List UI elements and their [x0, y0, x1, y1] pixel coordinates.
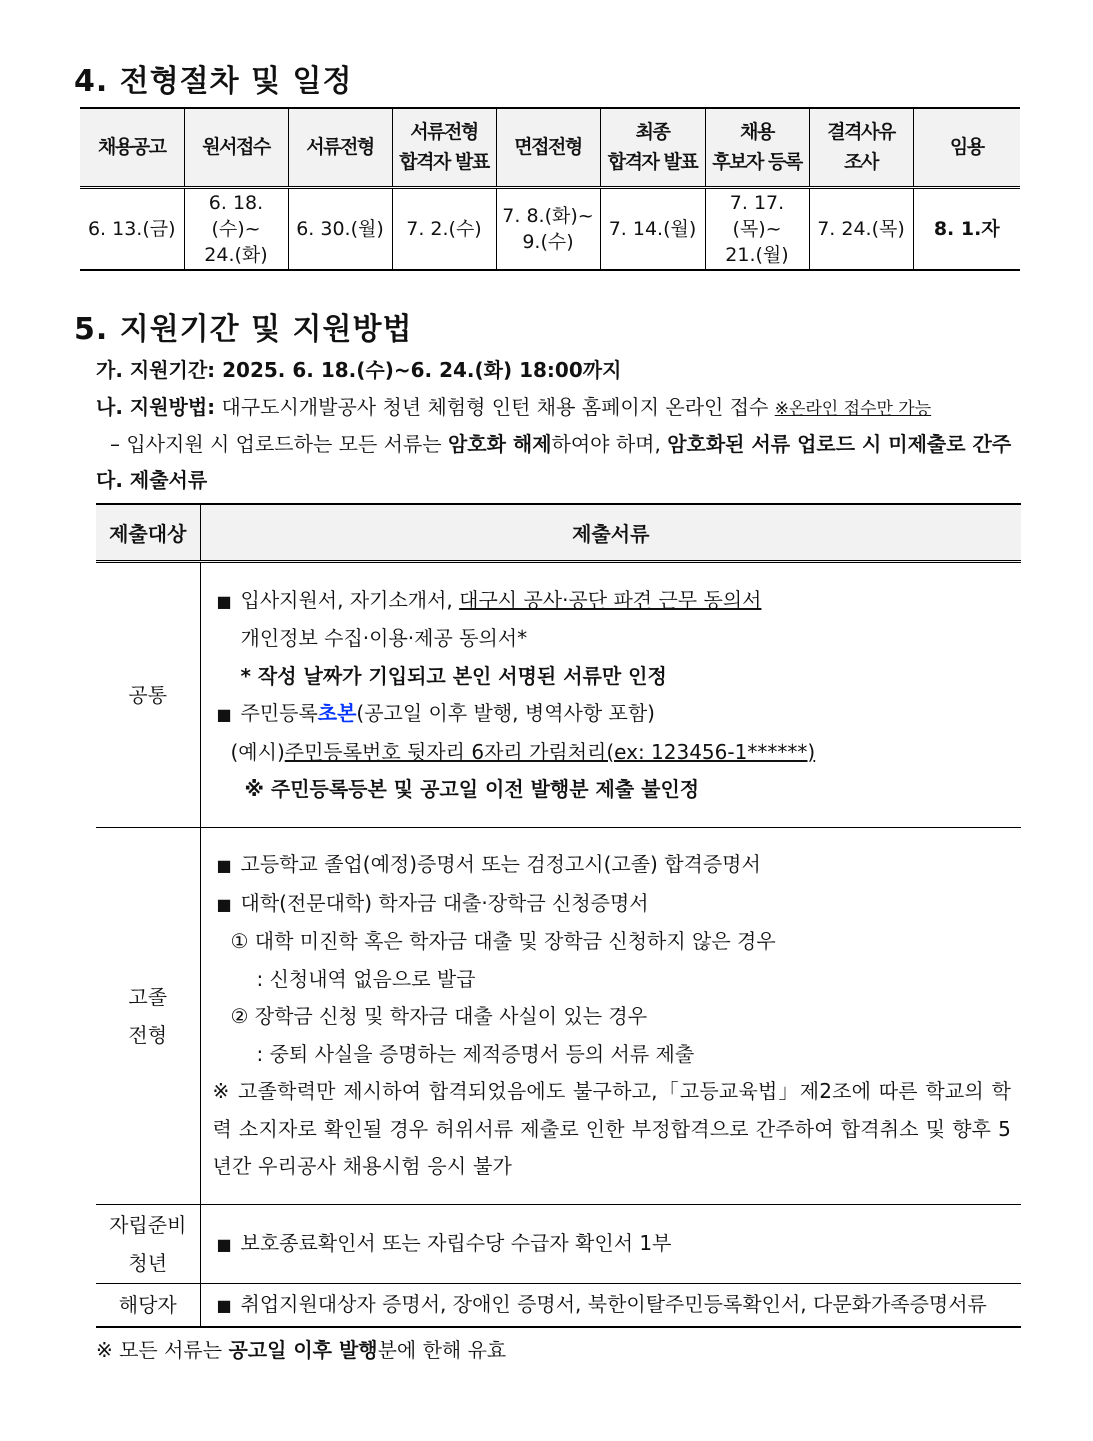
category-applicable: 해당자	[96, 1284, 200, 1327]
footer-b: 공고일 이후 발행	[228, 1338, 378, 1362]
common-line5b: 주민등록번호 뒷자리 6자리 가림처리(ex: 123456-1******)	[284, 739, 816, 764]
common-line1b: 대구시 공사·공단 파견 근무 동의서	[459, 587, 762, 612]
bullet-icon: ■	[216, 894, 232, 914]
highschool-docs	[200, 828, 1021, 1205]
schedule-header-text: 조사	[844, 151, 878, 174]
schedule-header-text: 면접전형	[514, 136, 582, 159]
schedule-header-0	[80, 108, 184, 187]
footer-c: 분에 한해 유효	[377, 1338, 507, 1362]
schedule-date-text: 6. 13.(금)	[87, 217, 176, 240]
schedule-date-4	[496, 187, 600, 270]
row-common	[96, 562, 1021, 828]
schedule-header-text: 서류전형	[306, 136, 374, 159]
schedule-date-text: 8. 1.자	[933, 217, 1000, 240]
schedule-header-text: 원서접수	[202, 136, 270, 159]
schedule-header-6	[705, 108, 809, 187]
schedule-date-7	[809, 187, 913, 270]
header-target: 제출대상	[96, 504, 200, 562]
ind-label1: 자립준비	[109, 1213, 187, 1237]
schedule-header-text: 후보자 등록	[712, 151, 802, 174]
documents-table	[96, 503, 1021, 1328]
common-line4c: (공고일 이후 발행, 병역사항 포함)	[356, 701, 655, 725]
independent-docs	[200, 1205, 1021, 1284]
schedule-date-0	[80, 187, 184, 270]
schedule-header-text: 최종	[635, 121, 670, 144]
schedule-header-4	[496, 108, 600, 187]
schedule-date-text: 6. 18.(수)~	[208, 191, 264, 240]
bullet-icon: ■	[216, 1234, 232, 1254]
common-line4b: 초본	[317, 701, 357, 725]
schedule-header-text: 결격사유	[827, 121, 895, 144]
schedule-header-text: 채용	[740, 121, 774, 144]
row-independent	[96, 1205, 1021, 1284]
schedule-date-1	[184, 187, 288, 270]
schedule-date-2	[288, 187, 392, 270]
category-independent	[96, 1205, 200, 1284]
upload-warning: 암호화된 서류 업로드 시 미제출로 간주	[667, 432, 1012, 456]
applicable-docs	[200, 1284, 1021, 1327]
hs-line2: 대학(전문대학) 학자금 대출·장학금 신청증명서	[240, 890, 649, 915]
row-highschool	[96, 828, 1021, 1205]
schedule-header-8	[913, 108, 1020, 187]
common-line6: ※ 주민등록등본 및 공고일 이전 발행분 제출 불인정	[244, 777, 700, 801]
schedule-date-text: 7. 8.(화)~	[502, 204, 594, 227]
schedule-date-text: 7. 17.(목)~	[729, 191, 785, 240]
header-documents: 제출서류	[200, 504, 1021, 562]
schedule-table	[80, 107, 1020, 271]
category-common: 공통	[96, 562, 200, 828]
schedule-header-text: 임용	[949, 136, 984, 159]
hs-line1: 고등학교 졸업(예정)증명서 또는 검정고시(고졸) 합격증명서	[240, 852, 761, 877]
method-text: 대구도시개발공사 청년 체험형 인턴 채용 홈페이지 온라인 접수	[215, 395, 775, 419]
application-method	[96, 391, 931, 420]
bullet-icon: ■	[216, 591, 232, 611]
schedule-date-row	[80, 187, 1020, 270]
category-highschool	[96, 828, 200, 1205]
schedule-header-text: 합격자 발표	[399, 151, 489, 174]
ind-label2: 청년	[128, 1251, 168, 1275]
hs-label1: 고졸	[128, 985, 168, 1009]
hs-line6: : 중퇴 사실을 증명하는 제적증명서 등의 서류 제출	[256, 1041, 695, 1066]
common-line1a: 입사지원서, 자기소개서,	[240, 587, 460, 612]
method-note: ※온라인 접수만 가능	[774, 399, 932, 419]
upload-mid: 하여야 하며,	[551, 432, 668, 456]
schedule-date-6	[705, 187, 809, 270]
schedule-date-text: 21.(월)	[725, 243, 789, 266]
schedule-header-text: 합격자 발표	[607, 151, 698, 174]
app-line1: 취업지원대상자 증명서, 장애인 증명서, 북한이탈주민등록확인서, 다문화가족증명서류	[240, 1291, 987, 1316]
schedule-date-8	[913, 187, 1020, 270]
schedule-date-3	[392, 187, 496, 270]
documents-subtitle: 다. 제출서류	[96, 468, 208, 492]
schedule-date-text: 7. 14.(월)	[608, 217, 697, 240]
schedule-date-text: 24.(화)	[204, 243, 268, 266]
bullet-icon: ■	[216, 856, 232, 876]
upload-prefix: – 입사지원 시 업로드하는 모든 서류는	[110, 432, 448, 456]
upload-notice	[110, 428, 1011, 457]
ind-line1: 보호종료확인서 또는 자립수당 수급자 확인서 1부	[240, 1230, 672, 1255]
bullet-icon: ■	[216, 705, 232, 724]
schedule-header-text: 서류전형	[410, 121, 478, 144]
common-docs	[200, 562, 1021, 828]
schedule-header-7	[809, 108, 913, 187]
schedule-header-2	[288, 108, 392, 187]
schedule-date-text: 9.(수)	[522, 230, 574, 253]
row-applicable	[96, 1284, 1021, 1327]
method-label: 나. 지원방법:	[96, 395, 216, 419]
hs-label2: 전형	[128, 1023, 168, 1047]
common-line2: 개인정보 수집·이용·제공 동의서*	[240, 626, 528, 650]
application-period: 가. 지원기간: 2025. 6. 18.(수)~6. 24.(화) 18:00까지	[96, 358, 622, 382]
schedule-header-3	[392, 108, 496, 187]
schedule-header-1	[184, 108, 288, 187]
schedule-date-5	[600, 187, 705, 270]
schedule-header-row	[80, 108, 1020, 187]
section-5-title: 5. 지원기간 및 지원방법	[74, 312, 413, 347]
schedule-header-text: 채용공고	[98, 136, 166, 159]
hs-line4: : 신청내역 없음으로 발급	[256, 966, 476, 991]
common-line4a: 주민등록	[240, 701, 318, 725]
hs-line3: ① 대학 미진학 혹은 학자금 대출 및 장학금 신청하지 않은 경우	[230, 929, 776, 954]
common-line5a: (예시)	[230, 739, 285, 764]
hs-note: ※ 고졸학력만 제시하여 합격되었음에도 불구하고,「고등교육법」제2조에 따른 학교의 학력 소지자로 확인될 경우 허위서류 제출로 인한 부정합격으로 간주하여 합격취소 및 향후 5년간 우리공사 채용시험 응시 불가	[212, 1079, 1011, 1179]
footer-note	[96, 1334, 506, 1363]
schedule-date-text: 7. 2.(수)	[406, 217, 482, 240]
schedule-header-5	[600, 108, 705, 187]
schedule-date-text: 6. 30.(월)	[296, 217, 384, 240]
schedule-date-text: 7. 24.(목)	[817, 217, 905, 240]
hs-line5: ② 장학금 신청 및 학자금 대출 사실이 있는 경우	[230, 1004, 648, 1029]
footer-a: ※ 모든 서류는	[96, 1338, 229, 1362]
bullet-icon: ■	[216, 1295, 232, 1315]
common-line3: * 작성 날짜가 기입되고 본인 서명된 서류만 인정	[240, 663, 667, 688]
section-4-title: 4. 전형절차 및 일정	[74, 64, 353, 99]
upload-decrypt: 암호화 해제	[447, 432, 552, 456]
